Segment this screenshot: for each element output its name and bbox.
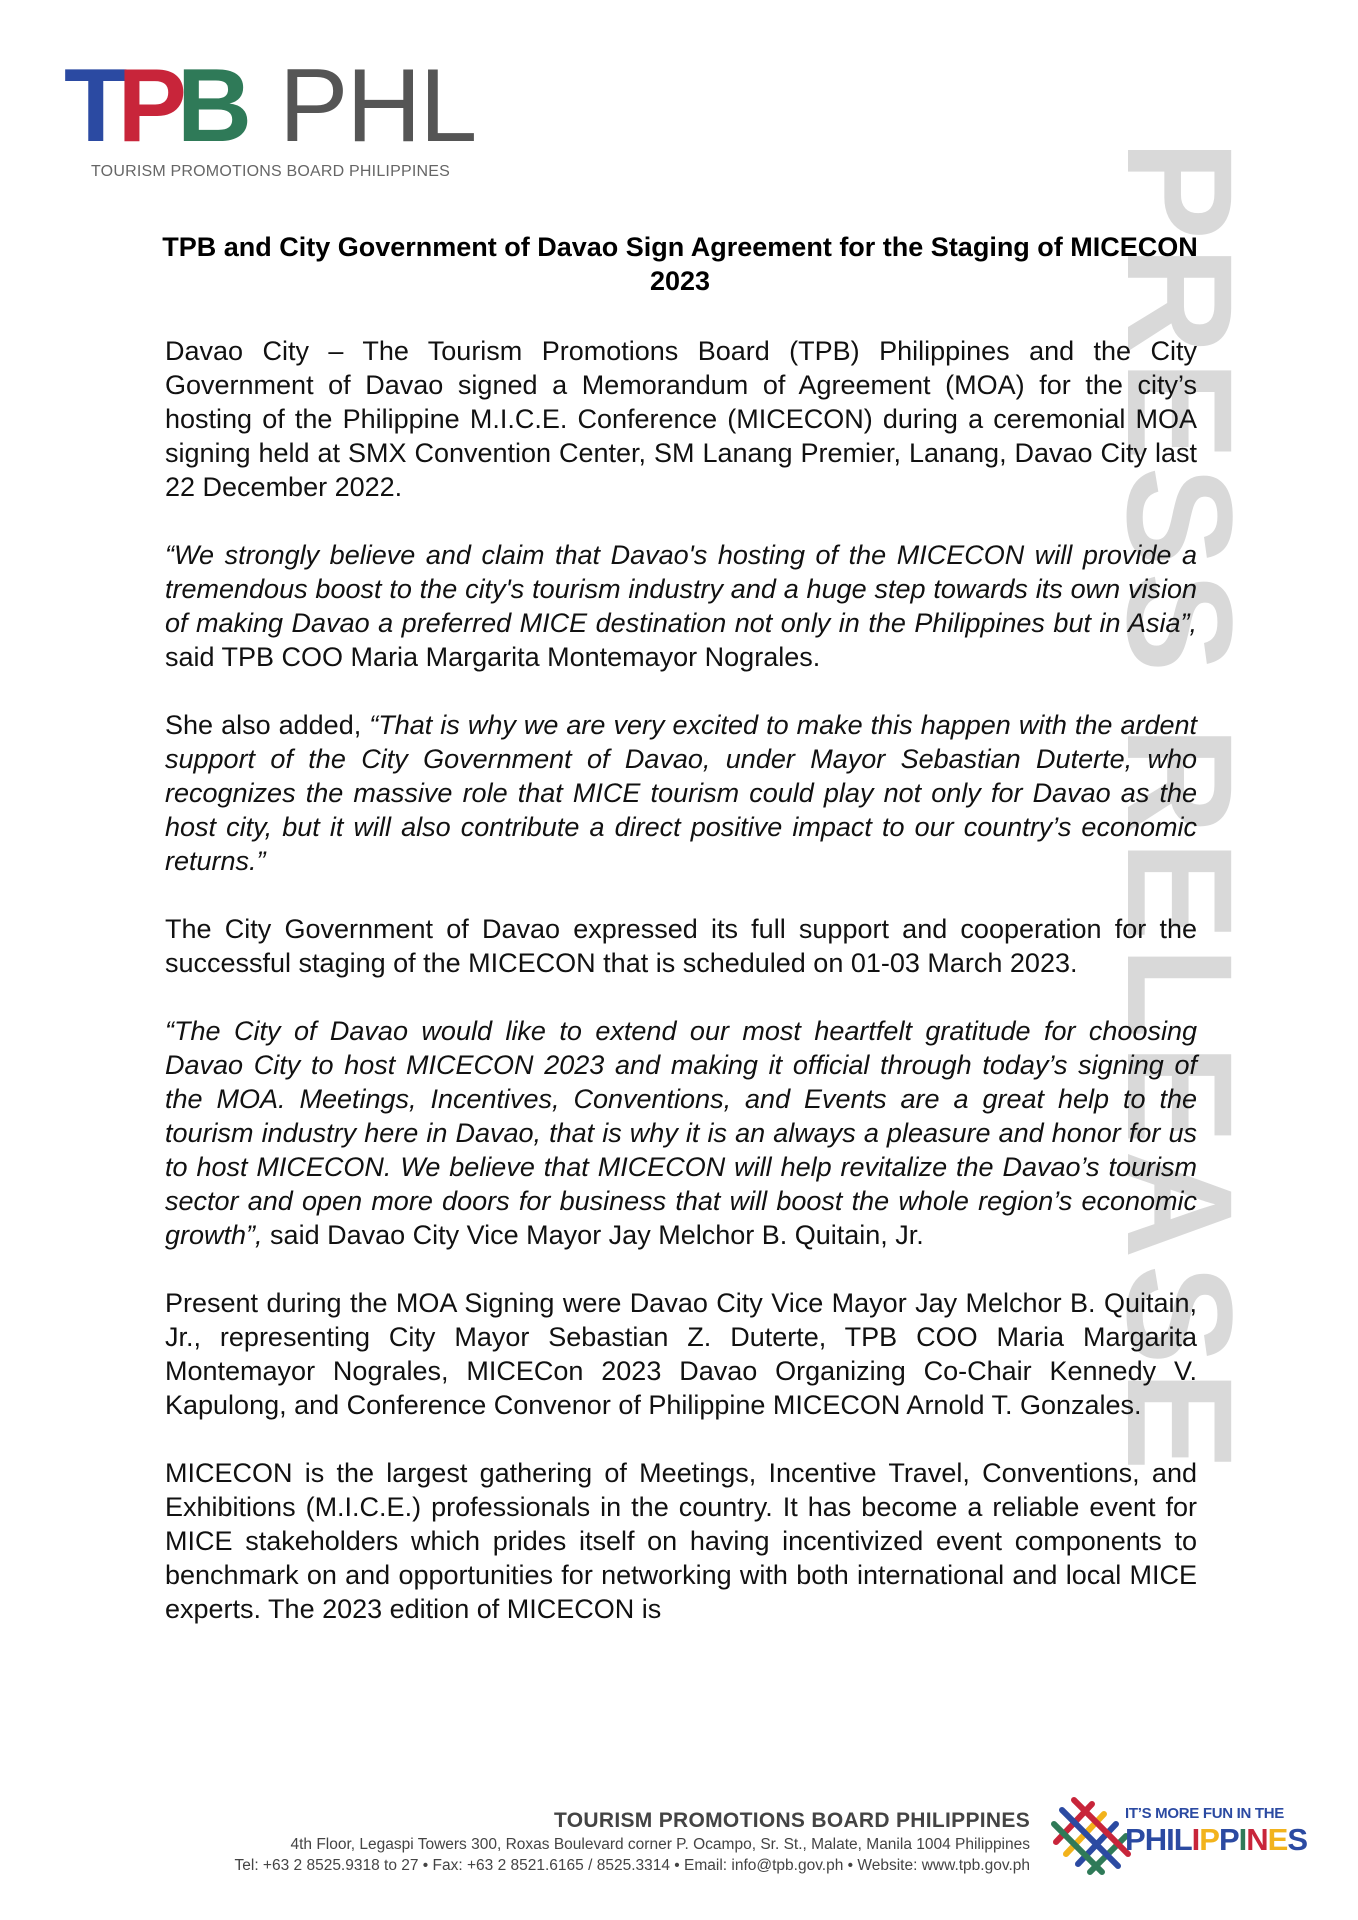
fun-country-letter: P bbox=[1125, 1822, 1145, 1857]
paragraph-3 bbox=[165, 708, 1197, 878]
quote-attribution: said Davao City Vice Mayor Jay Melchor B. Quitain, Jr. bbox=[262, 1220, 924, 1250]
paragraph-4: The City Government of Davao expressed its full support and cooperation for the successful staging of the MICECON that is scheduled on 01-03 March 2023. bbox=[165, 914, 1197, 978]
quote-quitain: “The City of Davao would like to extend our most heartfelt gratitude for choosing Davao City to host MICECON 2023 and making it official through today’s signing of the MOA. Meetings, Incentives, Conventions, and Events are a great help to the tourism industry here in Davao, that is why it is an always a pleasure and honor for us to host MICECON. We believe that MICECON will help revitalize the Davao’s tourism sector and open more doors for business that will boost the whole region’s economic growth”, bbox=[165, 1016, 1197, 1250]
footer-address: 4th Floor, Legaspi Towers 300, Roxas Boulevard corner P. Ocampo, Sr. St., Malate, Manila 1004 Philippines bbox=[290, 1836, 1030, 1853]
letterhead-footer bbox=[40, 1808, 1030, 1876]
fun-tagline: IT’S MORE FUN IN THE bbox=[1125, 1805, 1285, 1822]
fun-country-letter: H bbox=[1144, 1822, 1167, 1857]
fun-country-letter: I bbox=[1191, 1822, 1200, 1857]
logo-letter-b: B bbox=[176, 48, 243, 164]
paragraph-5 bbox=[165, 1014, 1197, 1252]
press-release-watermark: PRESS RELEASE bbox=[1096, 140, 1264, 1477]
fun-country-letter: S bbox=[1287, 1822, 1308, 1857]
paragraph-6: Present during the MOA Signing were Davao City Vice Mayor Jay Melchor B. Quitain, Jr., representing City Mayor Sebastian Z. Duterte, TPB COO Maria Margarita Montemayor Nograles, MICECon 2023 Davao Organizing Co-Chair Kennedy V. Kapulong, and Conference Convenor of Philippine MICECON Arnold T. Gonzales. bbox=[165, 1288, 1197, 1420]
document-title: TPB and City Government of Davao Sign Agreement for the Staging of MICECON 2023 bbox=[162, 232, 1198, 296]
logo-subtitle: TOURISM PROMOTIONS BOARD PHILIPPINES bbox=[91, 163, 450, 180]
document-body bbox=[165, 334, 1197, 1626]
logo-phl-text: PHL bbox=[279, 48, 476, 164]
footer-organization: TOURISM PROMOTIONS BOARD PHILIPPINES bbox=[554, 1809, 1030, 1832]
fun-country-letter: L bbox=[1173, 1822, 1192, 1857]
fun-philippines-wordmark bbox=[1125, 1805, 1325, 1857]
quote-attribution: said TPB COO Maria Margarita Montemayor Nograles. bbox=[165, 642, 821, 672]
fun-country bbox=[1125, 1823, 1325, 1857]
tpb-logo-mark bbox=[64, 48, 243, 164]
logo-letter-p: P bbox=[117, 48, 177, 164]
tpb-phl-logo bbox=[64, 48, 484, 190]
paragraph-2 bbox=[165, 538, 1197, 674]
quote-nograles: “We strongly believe and claim that Davao's hosting of the MICECON will provide a tremendous boost to the city's tourism industry and a huge step towards its own vision of making Davao a preferred MICE destination not only in the Philippines but in Asia”, bbox=[165, 540, 1197, 638]
fun-country-letter: P bbox=[1199, 1822, 1219, 1857]
paragraph-1: Davao City – The Tourism Promotions Board (TPB) Philippines and the City Government of Davao signed a Memorandum of Agreement (MOA) for the city’s hosting of the Philippine M.I.C.E. Conference (MICECON) during a ceremonial MOA signing held at SMX Convention Center, SM Lanang Premier, Lanang, Davao City last 22 December 2022. bbox=[165, 336, 1197, 502]
footer-contact: Tel: +63 2 8525.9318 to 27 • Fax: +63 2 8521.6165 / 8525.3314 • Email: info@tpb.gov.ph • Website: www.tpb.gov.ph bbox=[234, 1857, 1030, 1874]
fun-country-letter: N bbox=[1246, 1822, 1268, 1857]
fun-country-letter: I bbox=[1238, 1822, 1247, 1857]
fun-country-letter: P bbox=[1218, 1822, 1239, 1857]
logo-letter-t: T bbox=[64, 48, 118, 164]
quote-nograles-continued: “That is why we are very excited to make this happen with the ardent support of the City Government of Davao, under Mayor Sebastian Duterte, who recognizes the massive role that MICE tourism could play not only for Davao as the host city, but it will also contribute a direct positive impact to our country’s economic returns.” bbox=[165, 710, 1197, 876]
paragraph-7: MICECON is the largest gathering of Meetings, Incentive Travel, Conventions, and Exhibitions (M.I.C.E.) professionals in the country. It has become a reliable event for MICE stakeholders which prides itself on having incentivized event components to benchmark on and opportunities for networking with both international and local MICE experts. The 2023 edition of MICECON is bbox=[165, 1458, 1197, 1624]
fun-country-letter: I bbox=[1166, 1822, 1174, 1857]
fun-country-letter: E bbox=[1267, 1822, 1288, 1857]
paragraph-lead: She also added, bbox=[165, 710, 370, 740]
